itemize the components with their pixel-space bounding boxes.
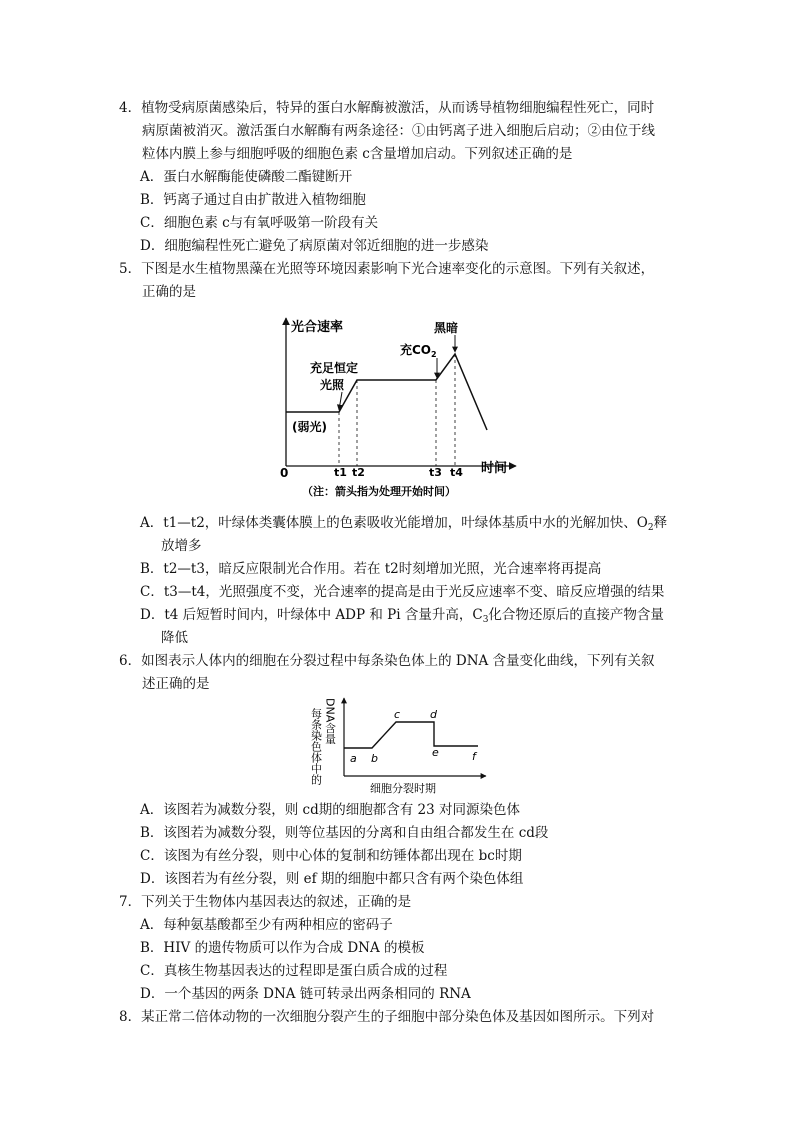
q7-option-c: C．真核生物基因表达的过程即是蛋白质合成的过程 [140,963,448,979]
q4-option-a: A．蛋白水解酶能使磷酸二酯键断开 [140,169,353,185]
q5-option-a-line1: A．t1—t2，叶绿体类囊体膜上的色素吸收光能增加，叶绿体基质中水的光解加快、$O_2$释 [140,515,668,533]
q6-option-b: B．该图若为减数分裂，则等位基因的分离和自由组合都发生在 cd段 [140,825,549,841]
q5-option-b: B．t2—t3，暗反应限制光合作用。若在 t2时刻增加光照，光合速率将再提高 [140,561,602,577]
q7-stem: 7．下列关于生物体内基因表达的叙述，正确的是 [119,894,412,910]
q5-stem-line1: 5．下图是水生植物黑藻在光照等环境因素影响下光合速率变化的示意图。下列有关叙述， [119,261,655,277]
origin-label: 0 [280,466,289,480]
chart-note: （注：箭头指为处理开始时间） [302,485,456,498]
q6-option-d: D．该图若为有丝分裂，则 ef 期的细胞中都只含有两个染色体组 [140,871,524,887]
q7-option-d: D．一个基因的两条 DNA 链可转录出两条相同的 RNA [140,986,471,1002]
q4-stem-line3: 粒体内膜上参与细胞呼吸的细胞色素 c含量增加启动。下列叙述正确的是 [142,146,573,162]
q5-stem-line2: 正确的是 [142,284,196,300]
x-axis-label: 时间 [481,461,508,476]
q5-option-a-line2: 放增多 [161,538,202,554]
photosynthesis-rate-chart [272,312,532,502]
tick-t3: t3 [429,466,442,479]
point-f: f [472,750,476,763]
point-c: c [394,708,401,721]
q5-option-d-line2: 降低 [161,630,188,646]
q5-option-d-line1: D．t4 后短暂时间内，叶绿体中 ADP 和 Pi 含量升高，$C_3$化合物还原后的直接产物含量 [140,607,664,625]
dna-curve [344,722,478,748]
dna-content-chart [310,694,490,796]
q7-option-a: A．每种氨基酸都至少有两种相应的密码子 [140,917,393,933]
q7-option-b: B．HIV 的遗传物质可以作为合成 DNA 的模板 [140,940,425,956]
q4-option-c: C．细胞色素 c与有氧呼吸第一阶段有关 [140,215,379,231]
point-b: b [371,752,378,765]
q5-option-c: C．t3—t4，光照强度不变，光合速率的提高是由于光反应速率不变、暗反应增强的结果 [140,584,665,600]
y-axis-label: 光合速率 [291,320,344,335]
point-d: d [430,708,437,721]
q6-stem-line2: 述正确的是 [142,676,210,692]
point-e: e [432,746,439,759]
q6-stem-line1: 6．如图表示人体内的细胞在分裂过程中每条染色体上的 DNA 含量变化曲线，下列有关叙 [119,653,655,669]
tick-t2: t2 [352,466,365,479]
tick-t1: t1 [334,466,347,479]
y-axis-label-col2: DNA含量 [323,698,337,745]
q8-stem: 8．某正常二倍体动物的一次细胞分裂产生的子细胞中部分染色体及基因如图所示。下列对 [119,1009,655,1025]
dark-label: 黑暗 [434,321,459,335]
tick-t4: t4 [450,466,463,479]
q6-option-a: A．该图若为减数分裂，则 cd期的细胞都含有 23 对同源染色体 [140,802,521,818]
q6-option-c: C．该图为有丝分裂，则中心体的复制和纺锤体都出现在 bc时期 [140,848,522,864]
q4-option-d: D．细胞编程性死亡避免了病原菌对邻近细胞的进一步感染 [140,238,489,254]
weak-light-label: (弱光) [292,420,327,434]
constant-light-label-2: 光照 [320,378,345,392]
dna-x-axis-label: 细胞分裂时期 [370,782,436,795]
constant-light-label-1: 充足恒定 [310,361,359,375]
y-axis-label-col1: 每条染色体中的 [310,708,323,785]
q4-option-b: B．钙离子通过自由扩散进入植物细胞 [140,192,366,208]
q4-stem-line2: 病原菌被消灭。激活蛋白水解酶有两条途径：①由钙离子进入细胞后启动；②由位于线 [142,123,655,139]
q4-stem-line1: 4．植物受病原菌感染后，特异的蛋白水解酶被激活，从而诱导植物细胞编程性死亡，同时 [119,100,655,116]
co2-label: 充$CO_2$ [400,343,437,359]
point-a: a [350,752,357,765]
